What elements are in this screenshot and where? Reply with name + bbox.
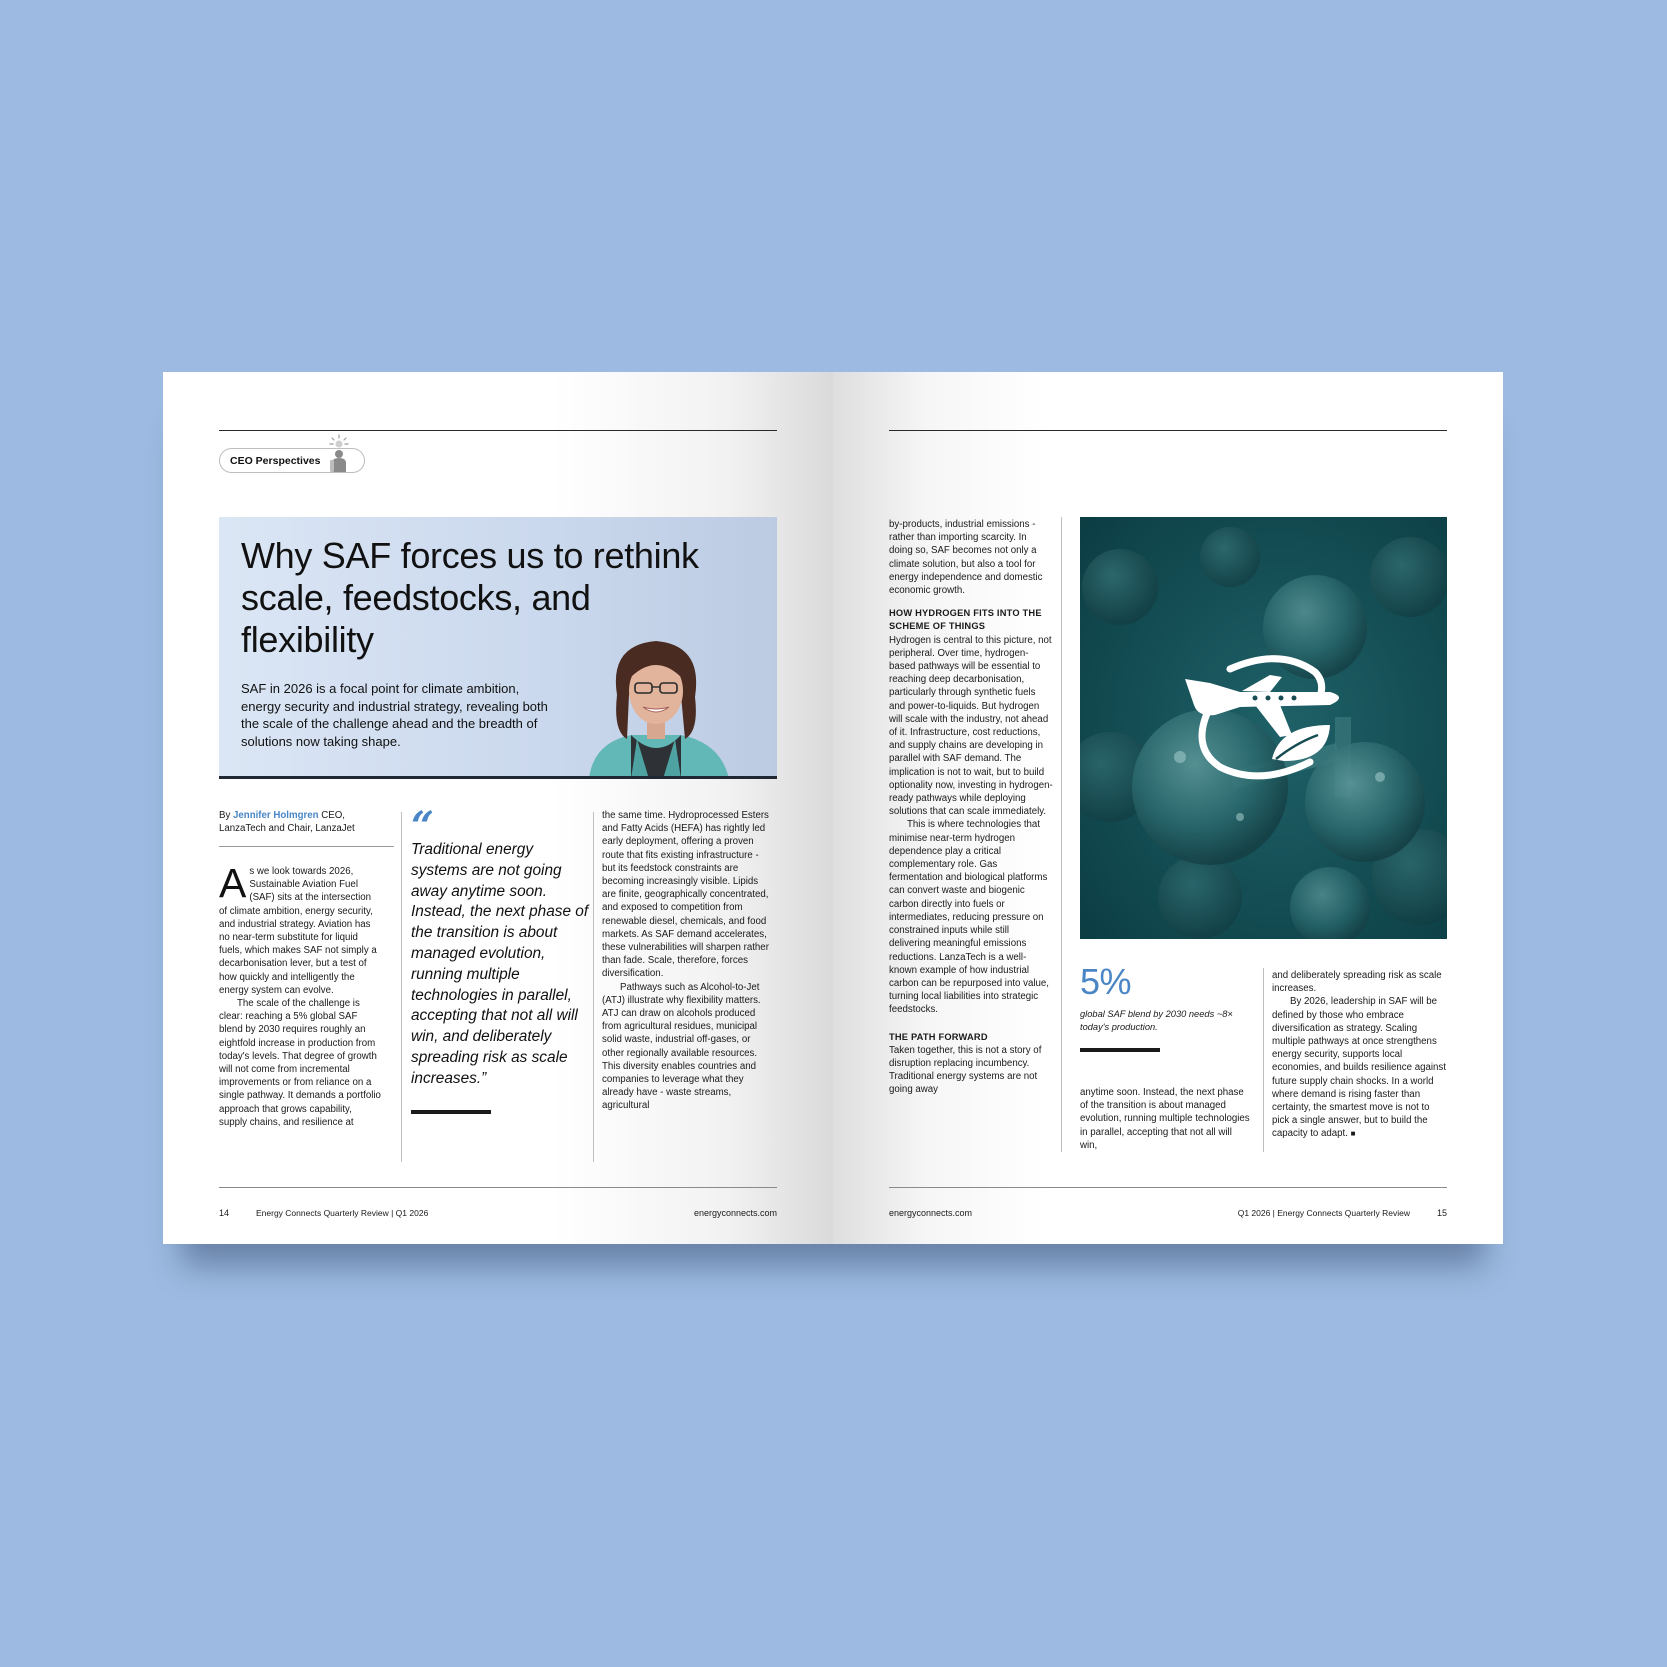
intro-paragraph bbox=[219, 860, 381, 997]
pull-quote bbox=[411, 803, 589, 1114]
stat-caption: global SAF blend by 2030 needs ~8× today's production. bbox=[1080, 1009, 1233, 1032]
magazine-spread bbox=[163, 372, 1503, 1244]
article-title: Why SAF forces us to rethink scale, feedstocks, and flexibility bbox=[241, 535, 699, 660]
site-url: energyconnects.com bbox=[693, 1208, 777, 1218]
paragraph: by-products, industrial emissions - rather than importing scarcity. In doing so, SAF becomes not only a climate solution, but also a tool for energy independence and domestic economic growth. bbox=[889, 519, 1043, 597]
column-divider bbox=[1061, 517, 1062, 1152]
paragraph-text: s we look towards 2026, Sustainable Aviation Fuel (SAF) sits at the intersection of climate ambition, energy security, and industrial strategy. Aviation has no near-term substitute for liquid fuels, which makes SAF not simply a decarbonisation lever, but a test of how quickly and intelligently the energy system can evolve. bbox=[219, 866, 377, 996]
top-rule bbox=[219, 430, 777, 431]
author-name: Jennifer Holmgren bbox=[233, 810, 319, 821]
badge-person-icon bbox=[327, 434, 351, 474]
left-column-1 bbox=[219, 860, 381, 1129]
right-page bbox=[833, 372, 1503, 1244]
left-page bbox=[163, 372, 833, 1244]
subheading-path-forward: THE PATH FORWARD bbox=[889, 1031, 988, 1042]
quote-mark-icon: “ bbox=[411, 803, 435, 850]
byline-rule bbox=[219, 846, 394, 847]
page-number: 14 bbox=[219, 1208, 230, 1218]
hero-panel bbox=[219, 517, 777, 779]
right-column-1 bbox=[889, 518, 1053, 1097]
page-number: 15 bbox=[1436, 1208, 1447, 1218]
pull-quote-text: Traditional energy systems are not going away anytime soon. Instead, the next phase of the transition is about managed evolution, running multiple technologies in parallel, accepting that not all will win, and deliberately spreading risk as scale increases.” bbox=[411, 841, 589, 1087]
closing-paragraph bbox=[1272, 995, 1447, 1140]
column-divider bbox=[401, 812, 402, 1162]
publication-name: Energy Connects Quarterly Review | Q1 2026 bbox=[256, 1208, 429, 1218]
stat-value: 5% bbox=[1080, 961, 1132, 1002]
feature-image bbox=[1080, 517, 1447, 939]
paragraph: and deliberately spreading risk as scale increases. bbox=[1272, 970, 1442, 995]
byline bbox=[219, 809, 394, 835]
paragraph: Pathways such as Alcohol-to-Jet (ATJ) illustrate why flexibility matters. ATJ can draw on alcohols produced from agricultural residues, municipal solid waste, industrial off-gases, or other regionally available resources. This diversity enables countries and companies to leverage what they already have - waste streams, agricultural bbox=[602, 981, 761, 1112]
stat-rule bbox=[1080, 1048, 1160, 1052]
subheading-hydrogen: HOW HYDROGEN FITS INTO THE SCHEME OF THINGS bbox=[889, 608, 1042, 632]
left-column-3 bbox=[602, 809, 772, 1113]
paragraph: Hydrogen is central to this picture, not peripheral. Over time, hydrogen-based pathways will be essential to reaching deep decarbonisation, particularly through synthetic fuels and power-to-liquids. But hydrogen will scale with the industry, not ahead of it. Infrastructure, cost reductions, and supply chains are developing in parallel with SAF demand. The implication is not to wait, but to build optionality now, investing in hydrogen-ready pathways while deploying solutions that can scale immediately. bbox=[889, 634, 1053, 818]
end-mark-icon: ■ bbox=[1350, 1129, 1356, 1139]
paragraph: Taken together, this is not a story of disruption replacing incumbency. Traditional energy systems are not going away bbox=[889, 1044, 1042, 1096]
author-portrait bbox=[569, 635, 744, 779]
publication-name: Q1 2026 | Energy Connects Quarterly Review bbox=[1237, 1208, 1410, 1218]
column-divider bbox=[593, 812, 594, 1162]
plane-leaf-icon bbox=[1180, 647, 1350, 787]
site-url: energyconnects.com bbox=[889, 1208, 973, 1218]
paragraph-text: By 2026, leadership in SAF will be defined by those who embrace diversification as strategy. Scaling multiple pathways at once strengthens energy security, supports local economies, and builds resilience against future supply chain shocks. In a world where demand is rising faster than certainty, the smartest move is not to pick a single answer, but to build the capacity to adapt. bbox=[1272, 996, 1446, 1140]
right-column-3 bbox=[1272, 969, 1447, 1141]
footer-rule bbox=[889, 1187, 1447, 1188]
footer-rule bbox=[219, 1187, 777, 1188]
drop-cap: A bbox=[219, 860, 247, 906]
paragraph: the same time. Hydroprocessed Esters and Fatty Acids (HEFA) has rightly led early deployment, offering a proven route that fits existing infrastructure - but its feedstock constraints are becoming increasingly visible. Lipids are finite, geographically concentrated, and exposed to competition from renewable diesel, chemicals, and food markets. As SAF demand accelerates, these vulnerabilities will sharpen rather than fade. Scale, therefore, forces diversification. bbox=[602, 810, 769, 980]
paragraph: anytime soon. Instead, the next phase of the transition is about managed evolution, running multiple technologies in parallel, accepting that not all will win, bbox=[1080, 1087, 1250, 1151]
pull-quote-rule bbox=[411, 1110, 491, 1114]
top-rule bbox=[889, 430, 1447, 431]
byline-prefix: By bbox=[219, 810, 233, 821]
stat-block bbox=[1080, 962, 1245, 1052]
column-divider bbox=[1263, 968, 1264, 1152]
right-column-2 bbox=[1080, 1086, 1250, 1152]
paragraph: This is where technologies that minimise near-term hydrogen dependence play a critical complementary role. Gas fermentation and biological platforms can convert waste and biogenic carbon directly into fuels or intermediates, reducing pressure on constrained inputs while still delivering meaningful emissions reductions. LanzaTech is a well-known example of how industrial carbon can be repurposed into value, turning local liabilities into strategic feedstocks. bbox=[889, 819, 1049, 1016]
article-standfirst: SAF in 2026 is a focal point for climate ambition, energy security and industrial strategy, revealing both the scale of the challenge ahead and the breadth of solutions now taking shape. bbox=[241, 681, 548, 749]
section-tag-label: CEO Perspectives bbox=[230, 454, 321, 467]
author-organisation: LanzaTech and Chair, LanzaJet bbox=[219, 823, 355, 835]
paragraph: The scale of the challenge is clear: reaching a 5% global SAF blend by 2030 requires roughly an eightfold increase in production from today's levels. That degree of growth will not come from incremental improvements or from reliance on a single pathway. It demands a portfolio approach that grows capability, supply chains, and resilience at bbox=[219, 998, 381, 1128]
author-role: CEO, bbox=[318, 810, 345, 821]
